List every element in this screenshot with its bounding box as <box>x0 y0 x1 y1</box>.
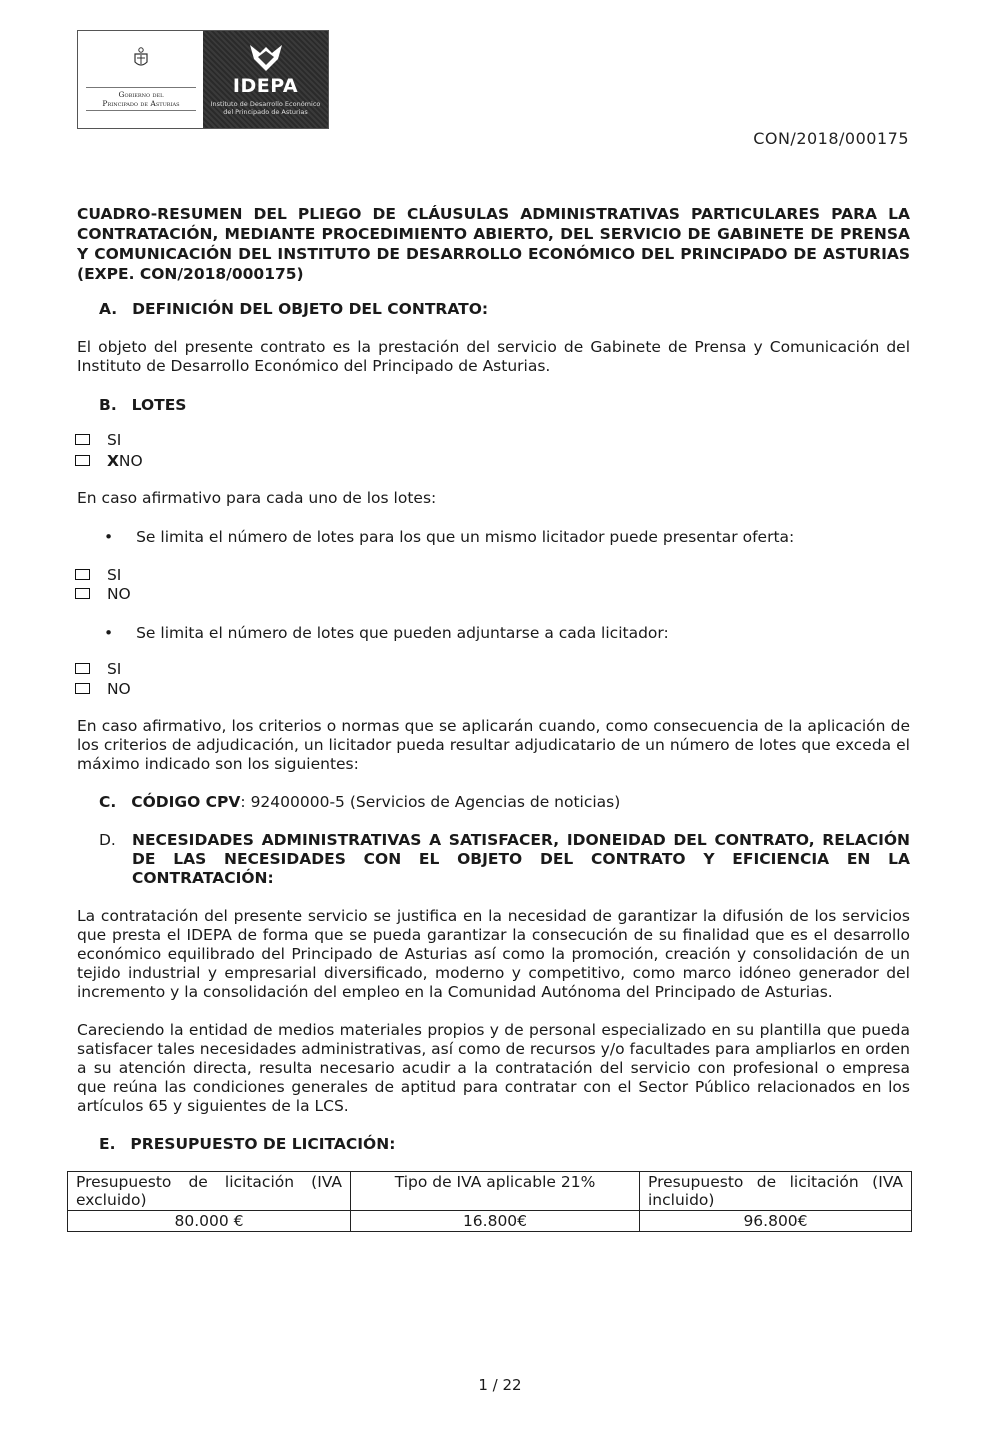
section-b-heading <box>99 396 186 414</box>
option-label: NO <box>118 452 143 470</box>
table-row <box>68 1211 912 1232</box>
option-label: SI <box>106 660 122 678</box>
limit-offers-no-option[interactable] <box>75 585 131 603</box>
idepa-name: IDEPA <box>232 75 299 97</box>
section-e-title: PRESUPUESTO DE LICITACIÓN: <box>130 1135 396 1153</box>
table-header-cell: Tipo de IVA aplicable 21% <box>351 1172 640 1211</box>
section-c-letter: C. <box>99 793 117 811</box>
section-d-paragraph-2: Careciendo la entidad de medios materiales propios y de personal especializado en su plantilla que pueda satisfacer tales necesidades administrativas, así como de recursos y/o facultades para ampliarlos en orden a su atención directa, resulta necesario acudir a la contratación del servicio con profesional o empresa que reúna las condiciones generales de aptitud para contratar con el Sector Público relacionados en los artículos 65 y siguientes de la LCS. <box>77 1021 910 1115</box>
checkbox-icon[interactable] <box>75 569 90 580</box>
government-logo <box>78 31 203 128</box>
idepa-mark-icon <box>248 43 284 73</box>
bullet-icon: • <box>104 528 114 546</box>
lotes-intro: En caso afirmativo para cada uno de los lotes: <box>77 489 437 507</box>
cpv-code: : 92400000-5 (Servicios de Agencias de noticias) <box>240 793 621 811</box>
table-cell: 80.000 € <box>68 1211 351 1232</box>
section-b-title: LOTES <box>131 396 187 414</box>
bullet-icon: • <box>104 624 114 642</box>
file-reference: CON/2018/000175 <box>753 129 909 148</box>
section-d-letter: D. <box>99 831 116 849</box>
header-logo <box>77 30 329 129</box>
table-cell: 96.800€ <box>640 1211 912 1232</box>
government-name <box>86 87 196 111</box>
section-c-title: CÓDIGO CPV <box>131 793 241 811</box>
limit-offers-si-option[interactable] <box>75 566 121 584</box>
idepa-subtitle <box>203 100 328 116</box>
option-label: SI <box>106 431 122 449</box>
idepa-logo <box>203 31 328 128</box>
section-d-paragraph-1: La contratación del presente servicio se justifica en la necesidad de garantizar la difusión de los servicios que presta el IDEPA de forma que se pueda garantizar la consecución de su finalidad que es el desarrollo económico equilibrado del Principado de Asturias así como la promoción, creación y consolidación de un tejido industrial y empresarial diversificado, moderno y competitivo, como marco idóneo generador del incremento y la consolidación del empleo en la Comunidad Autónoma del Principado de Asturias. <box>77 907 910 1001</box>
gov-line-1: Gobierno del <box>118 90 164 99</box>
table-header-cell: Presupuesto de licitación (IVA incluido) <box>640 1172 912 1211</box>
bullet-text: Se limita el número de lotes para los que un mismo licitador puede presentar oferta: <box>136 528 795 546</box>
section-c-heading <box>99 793 620 811</box>
table-header-cell: Presupuesto de licitación (IVA excluido) <box>68 1172 351 1211</box>
document-title: CUADRO-RESUMEN DEL PLIEGO DE CLÁUSULAS ADMINISTRATIVAS PARTICULARES PARA LA CONTRATACIÓN, MEDIANTE PROCEDIMIENTO ABIERTO, DEL SERVICIO DE GABINETE DE PRENSA Y COMUNICACIÓN DEL INSTITUTO DE DESARROLLO ECONÓMICO DEL PRINCIPADO DE ASTURIAS (EXPE. CON/2018/000175) <box>77 205 910 283</box>
coat-of-arms-icon <box>133 47 149 69</box>
table-cell: 16.800€ <box>351 1211 640 1232</box>
page-number: 1 / 22 <box>478 1376 522 1394</box>
section-a-letter: A. <box>99 300 118 318</box>
gov-line-2: Principado de Asturias <box>102 99 180 108</box>
bullet-text: Se limita el número de lotes que pueden adjuntarse a cada licitador: <box>136 624 669 642</box>
section-a-text: El objeto del presente contrato es la prestación del servicio de Gabinete de Prensa y Comunicación del Instituto de Desarrollo Económico del Principado de Asturias. <box>77 338 910 375</box>
lotes-si-option[interactable] <box>75 431 121 449</box>
section-e-letter: E. <box>99 1135 116 1153</box>
section-b-letter: B. <box>99 396 117 414</box>
lotes-closing-text: En caso afirmativo, los criterios o normas que se aplicarán cuando, como consecuencia de la aplicación de los criterios de adjudicación, un licitador pueda resultar adjudicatario de un número de lotes que exceda el máximo indicado son los siguientes: <box>77 717 910 773</box>
bullet-item-2 <box>104 624 669 642</box>
bullet-item-1 <box>104 528 794 546</box>
section-d-heading <box>99 831 910 888</box>
option-label: NO <box>106 680 131 698</box>
option-label: SI <box>106 566 122 584</box>
idepa-sub-2: del Principado de Asturias <box>223 108 308 116</box>
checkbox-icon[interactable] <box>75 434 90 445</box>
checkbox-icon[interactable] <box>75 588 90 599</box>
table-header-row <box>68 1172 912 1211</box>
option-mark: X <box>106 452 119 470</box>
limit-awards-si-option[interactable] <box>75 660 121 678</box>
section-a-heading <box>99 300 488 318</box>
lotes-no-option[interactable] <box>75 452 143 470</box>
option-label: NO <box>106 585 131 603</box>
section-a-title: DEFINICIÓN DEL OBJETO DEL CONTRATO: <box>132 300 489 318</box>
idepa-sub-1: Instituto de Desarrollo Económico <box>210 100 321 108</box>
limit-awards-no-option[interactable] <box>75 680 131 698</box>
section-e-heading <box>99 1135 395 1153</box>
checkbox-icon[interactable] <box>75 683 90 694</box>
section-d-title: NECESIDADES ADMINISTRATIVAS A SATISFACER, IDONEIDAD DEL CONTRATO, RELACIÓN DE LAS NECESIDADES CON EL OBJETO DEL CONTRATO Y EFICIENCIA EN LA CONTRATACIÓN: <box>132 831 910 887</box>
checkbox-icon[interactable] <box>75 663 90 674</box>
checkbox-icon[interactable] <box>75 455 90 466</box>
budget-table <box>67 1171 912 1232</box>
